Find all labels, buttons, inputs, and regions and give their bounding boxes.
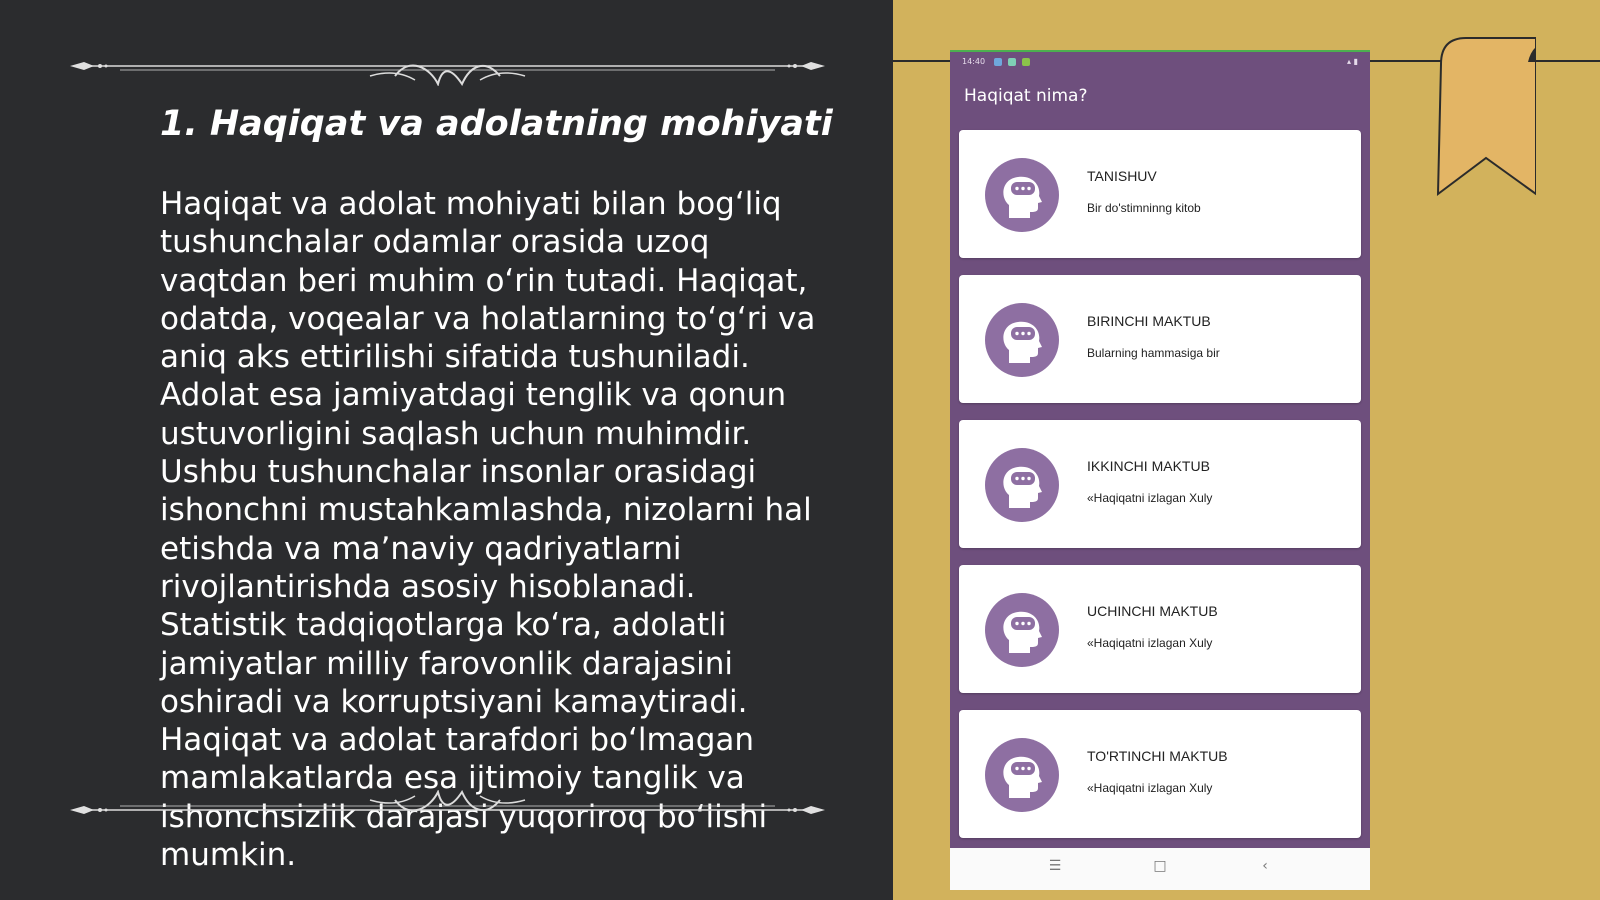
card-subtitle: Bularning hammasiga bir [1087, 346, 1220, 360]
slide-body-text: Haqiqat va adolat mohiyati bilan bog‘liq tushunchalar odamlar orasida uzoq vaqtdan beri muhim o‘rin tutadi. Haqiqat, odatda, voqealar va holatlarning to‘g‘ri va aniq aks ettirilishi sifatida tushuniladi. Adolat esa jamiyatdagi tenglik va qonun ustuvorligini saqlash uchun muhimdir. Ushbu tushunchalar insonlar orasidagi ishonchni mustahkamlashda, nizolarni hal etishda va ma’naviy qadriyatlarni rivojlantirishda asosiy hisoblanadi. Statistik tadqiqotlarga ko‘ra, adolatli jamiyatlar milliy farovonlik darajasini oshiradi va korruptsiyani kamaytiradi. Haqiqat va adolat tarafdori bo‘lmagan mamlakatlarda esa ijtimoiy tanglik va ishonchsizlik darajasi yuqoriroq bo‘lishi mumkin. [160, 186, 816, 874]
status-bar [950, 52, 1370, 74]
status-time: 14:40 [962, 57, 986, 66]
divider-line-left [893, 60, 950, 62]
notification-icon [994, 58, 1002, 66]
bottom-ornament [70, 790, 825, 830]
bookmark-ribbon [1436, 36, 1536, 198]
menu-icon[interactable]: ☰ [1048, 858, 1062, 874]
card-title: TANISHUV [1087, 168, 1157, 184]
phone-screenshot [950, 50, 1370, 890]
list-card[interactable] [959, 565, 1361, 693]
list-card[interactable] [959, 710, 1361, 838]
card-title: TO'RTINCHI MAKTUB [1087, 748, 1228, 764]
list-card[interactable] [959, 275, 1361, 403]
card-subtitle: «Haqiqatni izlagan Xuly [1087, 491, 1213, 505]
card-list[interactable] [959, 130, 1361, 855]
notification-icon [1008, 58, 1016, 66]
head-with-speech-bubble-icon [985, 158, 1059, 232]
back-icon[interactable]: ‹ [1262, 858, 1268, 874]
head-with-speech-bubble-icon [985, 738, 1059, 812]
notification-icon [1022, 58, 1030, 66]
card-subtitle: «Haqiqatni izlagan Xuly [1087, 636, 1213, 650]
card-title: IKKINCHI MAKTUB [1087, 458, 1210, 474]
navigation-bar [950, 848, 1370, 890]
signal-battery-icon: ▴ ▮ [1347, 57, 1358, 66]
notification-icons [994, 58, 1036, 68]
head-with-speech-bubble-icon [985, 448, 1059, 522]
card-title: BIRINCHI MAKTUB [1087, 313, 1211, 329]
slide-title: 1. Haqiqat va adolatning mohiyati [160, 104, 833, 144]
card-subtitle: Bir do'stimninng kitob [1087, 201, 1201, 215]
app-bar-title: Haqiqat nima? [964, 86, 1088, 106]
home-icon[interactable]: □ [1153, 858, 1167, 874]
card-title: UCHINCHI MAKTUB [1087, 603, 1218, 619]
list-card[interactable] [959, 420, 1361, 548]
head-with-speech-bubble-icon [985, 303, 1059, 377]
card-subtitle: «Haqiqatni izlagan Xuly [1087, 781, 1213, 795]
top-ornament [70, 46, 825, 86]
head-with-speech-bubble-icon [985, 593, 1059, 667]
list-card[interactable] [959, 130, 1361, 258]
